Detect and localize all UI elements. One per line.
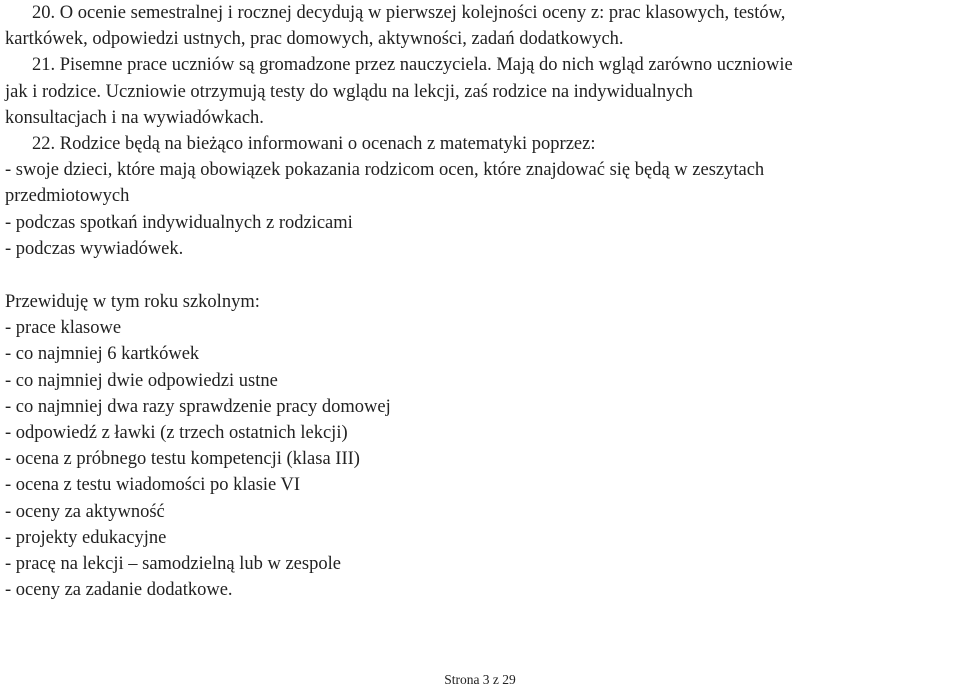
item-22-line-4: - podczas spotkań indywidualnych z rodzicami	[5, 212, 353, 233]
planned-item: - prace klasowe	[5, 318, 122, 339]
planned-item: - odpowiedź z ławki (z trzech ostatnich lekcji)	[5, 423, 348, 444]
item-22-line-1: 22. Rodzice będą na bieżąco informowani o ocenach z matematyki poprzez:	[32, 134, 596, 155]
item-21-line-2: jak i rodzice. Uczniowie otrzymują testy do wglądu na lekcji, zaś rodzice na indywidualnych	[5, 81, 693, 102]
item-20-line-2: kartkówek, odpowiedzi ustnych, prac domowych, aktywności, zadań dodatkowych.	[5, 29, 624, 50]
planned-item: - projekty edukacyjne	[5, 527, 167, 548]
planned-item: - oceny za zadanie dodatkowe.	[5, 580, 233, 601]
planned-heading: Przewiduję w tym roku szkolnym:	[5, 292, 260, 313]
planned-item: - ocena z testu wiadomości po klasie VI	[5, 475, 301, 496]
item-20-line-1: 20. O ocenie semestralnej i rocznej decydują w pierwszej kolejności oceny z: prac klasowych, testów,	[32, 3, 786, 23]
item-22-line-3: przedmiotowych	[5, 186, 130, 207]
planned-item: - co najmniej dwie odpowiedzi ustne	[5, 370, 278, 391]
item-22-line-2: - swoje dzieci, które mają obowiązek pokazania rodzicom ocen, które znajdować się będą w zeszytach	[5, 160, 765, 181]
paragraph-spacer	[5, 262, 957, 289]
planned-item: - co najmniej 6 kartkówek	[5, 344, 200, 365]
item-21-line-3: konsultacjach i na wywiadówkach.	[5, 107, 264, 128]
planned-item: - oceny za aktywność	[5, 501, 165, 522]
document-body	[5, 0, 957, 603]
page-number-footer: Strona 3 z 29	[444, 672, 516, 687]
planned-item: - pracę na lekcji – samodzielną lub w zespole	[5, 554, 341, 575]
planned-item: - co najmniej dwa razy sprawdzenie pracy domowej	[5, 396, 391, 417]
planned-item: - ocena z próbnego testu kompetencji (klasa III)	[5, 449, 360, 470]
item-21-line-1: 21. Pisemne prace uczniów są gromadzone przez nauczyciela. Mają do nich wgląd zarówno uczniowie	[32, 55, 793, 76]
item-22-line-5: - podczas wywiadówek.	[5, 238, 184, 259]
